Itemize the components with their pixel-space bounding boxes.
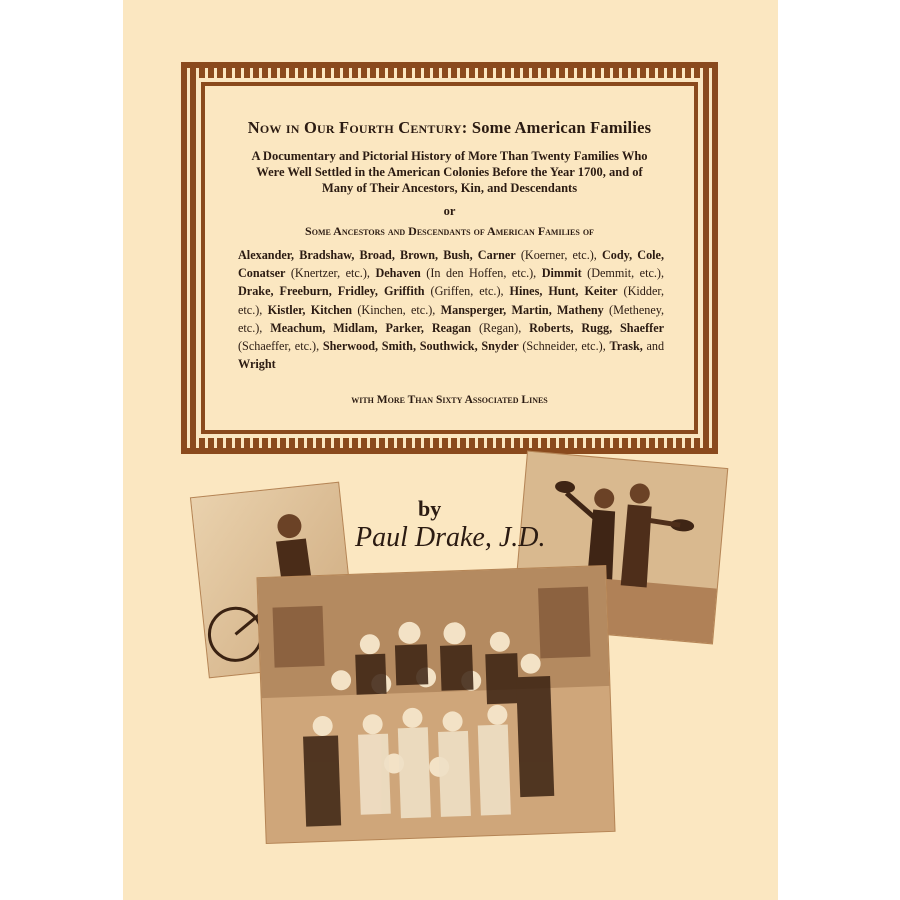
- family-name: Hunt,: [548, 284, 579, 299]
- family-name-variant: (Kinchen, etc.),: [357, 302, 436, 317]
- family-name-variant: (Demmit, etc.),: [587, 266, 665, 281]
- family-name-variant: (Knertzer, etc.),: [290, 266, 370, 281]
- family-name: Southwick,: [419, 339, 478, 354]
- family-name: Brown,: [400, 248, 439, 262]
- family-name-variant: (Schneider, etc.),: [522, 339, 606, 354]
- family-name: Kistler,: [267, 302, 306, 317]
- family-name-variant: (Kidder, etc.),: [238, 284, 665, 317]
- family-name: Smith,: [381, 339, 416, 354]
- author-name: Paul Drake, J.D.: [355, 522, 546, 553]
- or-divider: or: [443, 204, 456, 218]
- family-name: Dimmit: [541, 266, 582, 281]
- family-name: Snyder: [481, 339, 519, 354]
- family-name-variant: (Griffen, etc.),: [430, 284, 504, 299]
- family-name: Sherwood,: [322, 339, 379, 354]
- family-name: Matheny: [557, 302, 604, 317]
- family-name: Shaeffer: [620, 320, 665, 335]
- family-name: Dehaven: [375, 266, 421, 281]
- family-name: Alexander,: [238, 248, 295, 262]
- family-name: Kitchen: [310, 302, 353, 317]
- family-name: Broad,: [359, 248, 395, 262]
- family-name-variant: (Metheney, etc.),: [238, 302, 665, 335]
- secondary-heading: Some Ancestors and Descendants of American Families of: [305, 224, 594, 238]
- family-name-variant: (Schaeffer, etc.),: [238, 339, 320, 354]
- family-name-variant: and: [646, 339, 665, 354]
- family-name: Mansperger,: [440, 302, 507, 317]
- family-name: Bush,: [443, 248, 473, 262]
- family-name: Martin,: [511, 302, 552, 317]
- family-name: Wright: [238, 357, 276, 372]
- family-name: Roberts,: [529, 320, 574, 335]
- family-name: Reagan: [431, 320, 472, 335]
- family-name: Parker,: [385, 320, 424, 335]
- photo-family-group: [257, 566, 614, 843]
- family-name: Keiter: [584, 284, 618, 299]
- family-name: Carner: [477, 248, 516, 262]
- family-name: Rugg,: [581, 320, 613, 335]
- family-name: Freeburn,: [279, 284, 332, 299]
- family-name: Bradshaw,: [299, 248, 355, 262]
- family-name: Trask,: [609, 339, 643, 354]
- family-name: Conatser: [238, 266, 286, 281]
- family-name: Hines,: [509, 284, 543, 299]
- ornamental-frame: [181, 62, 718, 454]
- book-subtitle: A Documentary and Pictorial History of More Than Twenty Families Who Were Well Settled in the American Colonies Before the Year 1700, and of Many of Their Ancestors, Kin, and Descendants: [251, 149, 648, 195]
- family-name: Cole,: [637, 248, 665, 262]
- book-title: Now in Our Fourth Century: Some American Families: [247, 118, 652, 137]
- family-name-variant: (In den Hoffen, etc.),: [426, 266, 537, 281]
- family-name: Drake,: [238, 284, 274, 299]
- by-label: by: [418, 496, 442, 521]
- family-name-variant: (Koerner, etc.),: [520, 248, 597, 262]
- title-panel: [204, 85, 695, 431]
- associated-lines: with More Than Sixty Associated Lines: [351, 394, 548, 406]
- family-name: Fridley,: [337, 284, 378, 299]
- family-name: Cody,: [601, 248, 633, 262]
- family-name: Midlam,: [333, 320, 378, 335]
- family-names-list: [238, 246, 664, 373]
- family-name-variant: (Regan),: [478, 320, 522, 335]
- family-name: Griffith: [383, 284, 425, 299]
- family-name: Meachum,: [270, 320, 326, 335]
